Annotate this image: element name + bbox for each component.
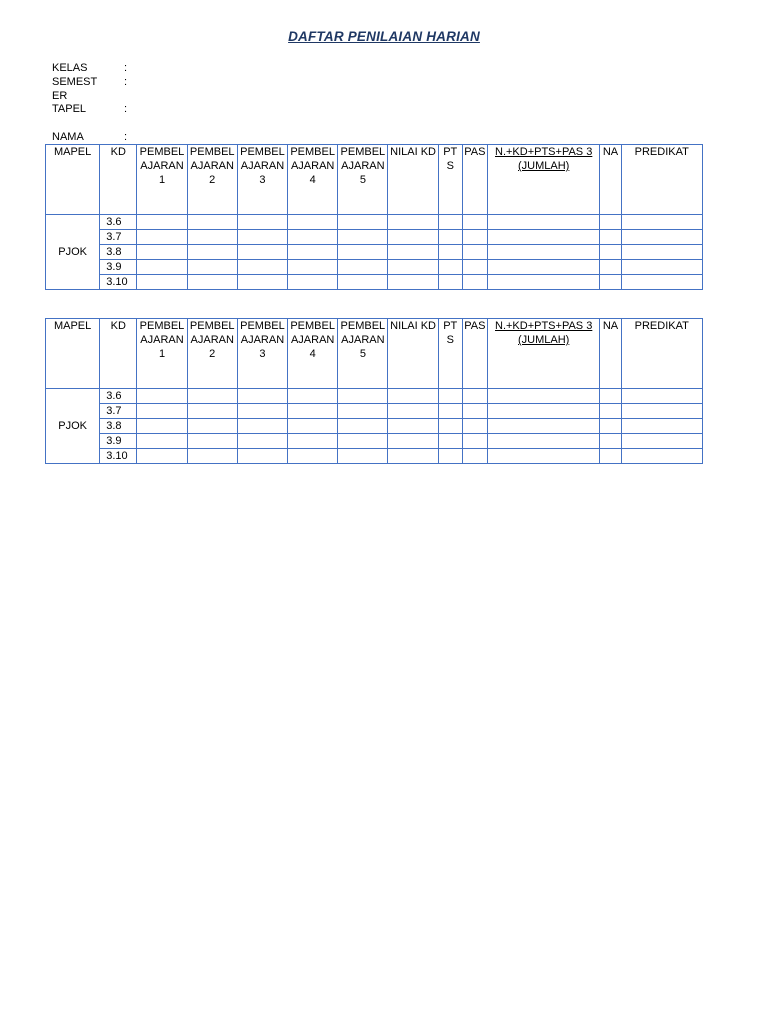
- score-cell[interactable]: [237, 275, 287, 290]
- score-cell[interactable]: [338, 449, 388, 464]
- score-cell[interactable]: [288, 245, 338, 260]
- kd-cell: 3.7: [100, 404, 137, 419]
- score-cell[interactable]: [237, 404, 287, 419]
- score-cell[interactable]: [288, 449, 338, 464]
- score-cell[interactable]: [487, 419, 600, 434]
- score-cell[interactable]: [462, 260, 487, 275]
- header-pembelajaran-3: PEMBELAJARAN 3: [237, 319, 287, 389]
- score-cell[interactable]: [137, 389, 187, 404]
- score-cell[interactable]: [388, 275, 438, 290]
- score-cell[interactable]: [600, 404, 621, 419]
- table-row: [46, 434, 703, 449]
- header-na: NA: [600, 319, 621, 389]
- header-pts: PTS: [438, 145, 462, 215]
- score-cell[interactable]: [487, 260, 600, 275]
- score-cell[interactable]: [187, 215, 237, 230]
- header-pts: PTS: [438, 319, 462, 389]
- score-cell[interactable]: [600, 245, 621, 260]
- score-cell[interactable]: [288, 419, 338, 434]
- score-cell[interactable]: [137, 245, 187, 260]
- header-pembelajaran-1: PEMBELAJARAN 1: [137, 319, 187, 389]
- header-mapel: MAPEL: [46, 319, 100, 389]
- score-cell[interactable]: [462, 215, 487, 230]
- score-cell[interactable]: [187, 404, 237, 419]
- score-cell[interactable]: [237, 245, 287, 260]
- score-cell[interactable]: [621, 215, 702, 230]
- meta-label-tapel: TAPEL: [52, 103, 87, 115]
- table-row: [46, 404, 703, 419]
- meta-label-nama: NAMA: [52, 131, 84, 143]
- score-cell[interactable]: [137, 449, 187, 464]
- score-cell[interactable]: [438, 434, 462, 449]
- score-cell[interactable]: [388, 389, 438, 404]
- meta-label-kelas: KELAS: [52, 62, 88, 74]
- header-row: [46, 145, 703, 215]
- score-cell[interactable]: [338, 275, 388, 290]
- header-pembelajaran-2: PEMBELAJARAN 2: [187, 145, 237, 215]
- score-cell[interactable]: [487, 275, 600, 290]
- score-cell[interactable]: [438, 404, 462, 419]
- kd-cell: 3.10: [100, 275, 137, 290]
- header-predikat: PREDIKAT: [621, 145, 702, 215]
- score-cell[interactable]: [600, 389, 621, 404]
- score-cell[interactable]: [621, 404, 702, 419]
- score-cell[interactable]: [600, 275, 621, 290]
- header-jumlah: N.+KD+PTS+PAS 3 (JUMLAH): [487, 319, 600, 389]
- score-cell[interactable]: [621, 419, 702, 434]
- score-cell[interactable]: [388, 230, 438, 245]
- header-pas: PAS: [462, 145, 487, 215]
- score-cell[interactable]: [621, 260, 702, 275]
- score-cell[interactable]: [187, 260, 237, 275]
- mapel-cell: PJOK: [46, 215, 100, 290]
- score-cell[interactable]: [621, 230, 702, 245]
- score-cell[interactable]: [600, 434, 621, 449]
- kd-cell: 3.8: [100, 245, 137, 260]
- kd-cell: 3.7: [100, 230, 137, 245]
- score-cell[interactable]: [438, 260, 462, 275]
- score-cell[interactable]: [288, 275, 338, 290]
- score-cell[interactable]: [621, 275, 702, 290]
- score-cell[interactable]: [621, 389, 702, 404]
- score-cell[interactable]: [137, 434, 187, 449]
- score-cell[interactable]: [388, 449, 438, 464]
- score-cell[interactable]: [621, 245, 702, 260]
- score-cell[interactable]: [487, 215, 600, 230]
- score-cell[interactable]: [438, 449, 462, 464]
- score-cell[interactable]: [487, 389, 600, 404]
- score-cell[interactable]: [438, 230, 462, 245]
- score-cell[interactable]: [338, 260, 388, 275]
- header-pembelajaran-4: PEMBELAJARAN 4: [288, 145, 338, 215]
- kd-cell: 3.6: [100, 215, 137, 230]
- score-cell[interactable]: [237, 260, 287, 275]
- mapel-cell: PJOK: [46, 389, 100, 464]
- header-pas: PAS: [462, 319, 487, 389]
- table-row: [46, 245, 703, 260]
- score-cell[interactable]: [600, 260, 621, 275]
- score-cell[interactable]: [187, 434, 237, 449]
- score-cell[interactable]: [388, 434, 438, 449]
- score-cell[interactable]: [187, 449, 237, 464]
- header-predikat: PREDIKAT: [621, 319, 702, 389]
- score-cell[interactable]: [137, 230, 187, 245]
- score-cell[interactable]: [338, 419, 388, 434]
- kd-cell: 3.10: [100, 449, 137, 464]
- score-cell[interactable]: [187, 275, 237, 290]
- header-pembelajaran-4: PEMBELAJARAN 4: [288, 319, 338, 389]
- header-jumlah: N.+KD+PTS+PAS 3 (JUMLAH): [487, 145, 600, 215]
- kd-cell: 3.6: [100, 389, 137, 404]
- score-cell[interactable]: [338, 404, 388, 419]
- score-cell[interactable]: [187, 230, 237, 245]
- score-cell[interactable]: [388, 260, 438, 275]
- header-kd: KD: [100, 145, 137, 215]
- table-row: [46, 215, 703, 230]
- meta-colon: :: [124, 131, 128, 143]
- meta-colon: :: [124, 62, 128, 74]
- table-row: [46, 275, 703, 290]
- score-cell[interactable]: [462, 434, 487, 449]
- score-cell[interactable]: [487, 434, 600, 449]
- score-cell[interactable]: [600, 449, 621, 464]
- header-pembelajaran-3: PEMBELAJARAN 3: [237, 145, 287, 215]
- meta-colon: :: [124, 103, 128, 115]
- table-row: [46, 389, 703, 404]
- score-cell[interactable]: [288, 260, 338, 275]
- page-title: DAFTAR PENILAIAN HARIAN: [288, 29, 480, 44]
- score-cell[interactable]: [462, 275, 487, 290]
- header-pembelajaran-5: PEMBELAJARAN 5: [338, 319, 388, 389]
- score-cell[interactable]: [338, 389, 388, 404]
- score-cell[interactable]: [288, 230, 338, 245]
- score-cell[interactable]: [338, 245, 388, 260]
- score-cell[interactable]: [621, 449, 702, 464]
- score-cell[interactable]: [487, 404, 600, 419]
- score-cell[interactable]: [288, 434, 338, 449]
- score-cell[interactable]: [338, 434, 388, 449]
- header-na: NA: [600, 145, 621, 215]
- score-cell[interactable]: [237, 230, 287, 245]
- score-cell[interactable]: [288, 389, 338, 404]
- kd-cell: 3.8: [100, 419, 137, 434]
- score-cell[interactable]: [462, 389, 487, 404]
- score-cell[interactable]: [438, 245, 462, 260]
- score-cell[interactable]: [237, 419, 287, 434]
- score-cell[interactable]: [388, 419, 438, 434]
- grade-table-1: [45, 144, 703, 290]
- score-cell[interactable]: [600, 230, 621, 245]
- score-cell[interactable]: [137, 275, 187, 290]
- score-cell[interactable]: [438, 389, 462, 404]
- score-cell[interactable]: [137, 404, 187, 419]
- score-cell[interactable]: [237, 215, 287, 230]
- score-cell[interactable]: [487, 449, 600, 464]
- score-cell[interactable]: [438, 419, 462, 434]
- score-cell[interactable]: [137, 215, 187, 230]
- score-cell[interactable]: [388, 215, 438, 230]
- score-cell[interactable]: [462, 419, 487, 434]
- score-cell[interactable]: [438, 215, 462, 230]
- score-cell[interactable]: [187, 419, 237, 434]
- kd-cell: 3.9: [100, 434, 137, 449]
- table-row: [46, 230, 703, 245]
- score-cell[interactable]: [187, 389, 237, 404]
- score-cell[interactable]: [600, 215, 621, 230]
- score-cell[interactable]: [338, 230, 388, 245]
- score-cell[interactable]: [487, 245, 600, 260]
- score-cell[interactable]: [338, 215, 388, 230]
- score-cell[interactable]: [137, 260, 187, 275]
- header-mapel: MAPEL: [46, 145, 100, 215]
- header-row: [46, 319, 703, 389]
- grade-table-2: [45, 318, 703, 464]
- score-cell[interactable]: [237, 434, 287, 449]
- header-pembelajaran-1: PEMBELAJARAN 1: [137, 145, 187, 215]
- score-cell[interactable]: [487, 230, 600, 245]
- score-cell[interactable]: [438, 275, 462, 290]
- score-cell[interactable]: [462, 449, 487, 464]
- kd-cell: 3.9: [100, 260, 137, 275]
- table-row: [46, 260, 703, 275]
- score-cell[interactable]: [388, 245, 438, 260]
- header-kd: KD: [100, 319, 137, 389]
- score-cell[interactable]: [237, 389, 287, 404]
- score-cell[interactable]: [237, 449, 287, 464]
- score-cell[interactable]: [137, 419, 187, 434]
- score-cell[interactable]: [288, 404, 338, 419]
- score-cell[interactable]: [388, 404, 438, 419]
- table-row: [46, 449, 703, 464]
- meta-label-semester: SEMESTER: [52, 76, 98, 102]
- meta-colon: :: [124, 76, 128, 88]
- score-cell[interactable]: [462, 245, 487, 260]
- header-nilai-kd: NILAI KD: [388, 319, 438, 389]
- header-pembelajaran-5: PEMBELAJARAN 5: [338, 145, 388, 215]
- score-cell[interactable]: [288, 215, 338, 230]
- score-cell[interactable]: [187, 245, 237, 260]
- table-row: [46, 419, 703, 434]
- score-cell[interactable]: [600, 419, 621, 434]
- score-cell[interactable]: [462, 230, 487, 245]
- header-pembelajaran-2: PEMBELAJARAN 2: [187, 319, 237, 389]
- score-cell[interactable]: [462, 404, 487, 419]
- score-cell[interactable]: [621, 434, 702, 449]
- header-nilai-kd: NILAI KD: [388, 145, 438, 215]
